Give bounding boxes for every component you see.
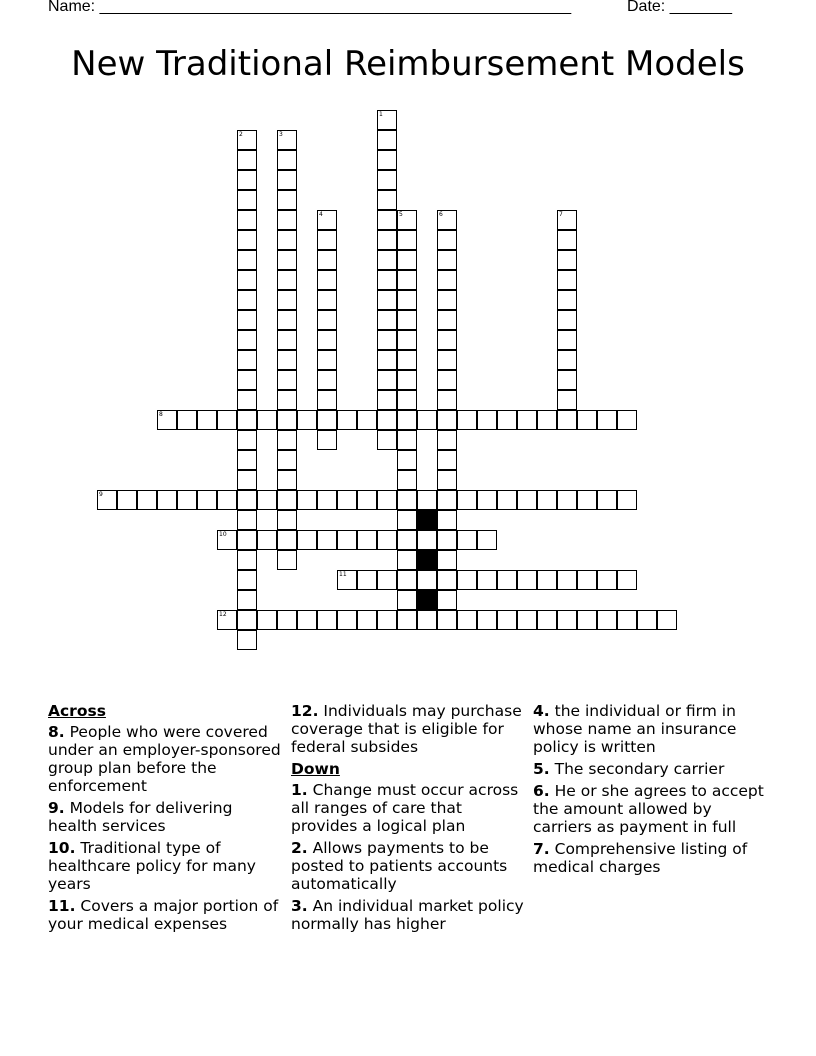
crossword-cell[interactable] <box>497 610 517 630</box>
crossword-cell[interactable] <box>397 490 417 510</box>
crossword-cell[interactable] <box>97 490 117 510</box>
crossword-cell[interactable] <box>237 370 257 390</box>
crossword-cell[interactable] <box>237 350 257 370</box>
crossword-cell[interactable] <box>357 490 377 510</box>
crossword-cell[interactable] <box>277 310 297 330</box>
clue-text: Comprehensive listing of medical charges <box>533 840 748 876</box>
crossword-cell[interactable] <box>557 570 577 590</box>
crossword-cell[interactable] <box>237 410 257 430</box>
crossword-cell[interactable] <box>277 610 297 630</box>
crossword-cell[interactable] <box>557 230 577 250</box>
crossword-cell[interactable] <box>257 610 277 630</box>
clue-text: Models for delivering health services <box>48 799 233 835</box>
crossword-cell[interactable] <box>657 610 677 630</box>
crossword-cell[interactable] <box>197 490 217 510</box>
crossword-cell[interactable] <box>397 510 417 530</box>
crossword-cell[interactable] <box>317 310 337 330</box>
crossword-cell[interactable] <box>237 310 257 330</box>
clue-number: 9. <box>48 799 65 817</box>
crossword-cell[interactable] <box>437 450 457 470</box>
crossword-cell[interactable] <box>237 390 257 410</box>
crossword-cell[interactable] <box>277 550 297 570</box>
crossword-cell[interactable] <box>397 550 417 570</box>
crossword-cell[interactable] <box>237 150 257 170</box>
crossword-cell[interactable] <box>377 230 397 250</box>
crossword-cell[interactable] <box>257 530 277 550</box>
crossword-cell[interactable] <box>477 610 497 630</box>
crossword-cell[interactable] <box>237 450 257 470</box>
crossword-cell[interactable] <box>277 410 297 430</box>
crossword-cell[interactable] <box>417 530 437 550</box>
crossword-cell[interactable] <box>277 170 297 190</box>
crossword-cell[interactable] <box>437 430 457 450</box>
crossword-cell[interactable] <box>597 610 617 630</box>
crossword-cell[interactable] <box>237 190 257 210</box>
crossword-cell[interactable] <box>277 510 297 530</box>
crossword-cell[interactable] <box>317 370 337 390</box>
crossword-cell[interactable] <box>537 610 557 630</box>
crossword-cell[interactable] <box>317 250 337 270</box>
clue-number-label: 8 <box>159 411 163 418</box>
crossword-cell[interactable] <box>237 330 257 350</box>
crossword-cell[interactable] <box>557 490 577 510</box>
crossword-cell[interactable] <box>277 530 297 550</box>
crossword-cell[interactable] <box>457 410 477 430</box>
crossword-cell[interactable] <box>437 330 457 350</box>
crossword-cell[interactable] <box>437 270 457 290</box>
crossword-cell[interactable] <box>377 370 397 390</box>
crossword-cell[interactable] <box>337 610 357 630</box>
crossword-cell[interactable] <box>277 350 297 370</box>
crossword-cell[interactable] <box>557 610 577 630</box>
crossword-cell[interactable] <box>277 210 297 230</box>
crossword-cell[interactable] <box>237 510 257 530</box>
clue-number-label: 6 <box>439 211 443 218</box>
crossword-cell[interactable] <box>397 610 417 630</box>
crossword-cell[interactable] <box>237 170 257 190</box>
clue-number: 5. <box>533 760 550 778</box>
crossword-cell[interactable] <box>277 290 297 310</box>
crossword-cell[interactable] <box>277 370 297 390</box>
crossword-cell[interactable] <box>617 570 637 590</box>
crossword-cell[interactable] <box>317 290 337 310</box>
crossword-cell[interactable] <box>377 430 397 450</box>
crossword-cell[interactable] <box>457 530 477 550</box>
crossword-cell[interactable] <box>437 570 457 590</box>
crossword-cell[interactable] <box>417 570 437 590</box>
crossword-cell[interactable] <box>317 610 337 630</box>
crossword-cell[interactable] <box>317 230 337 250</box>
crossword-cell[interactable] <box>317 430 337 450</box>
crossword-black-cell <box>417 510 437 530</box>
crossword-cell[interactable] <box>377 150 397 170</box>
crossword-cell[interactable] <box>557 290 577 310</box>
crossword-cell[interactable] <box>237 550 257 570</box>
crossword-cell[interactable] <box>437 290 457 310</box>
crossword-cell[interactable] <box>237 470 257 490</box>
crossword-cell[interactable] <box>617 410 637 430</box>
crossword-cell[interactable] <box>617 610 637 630</box>
crossword-cell[interactable] <box>397 330 417 350</box>
crossword-cell[interactable] <box>277 250 297 270</box>
crossword-cell[interactable] <box>317 410 337 430</box>
clue-across-12 <box>291 702 526 756</box>
crossword-cell[interactable] <box>177 490 197 510</box>
clue-number-label: 7 <box>559 211 563 218</box>
crossword-cell[interactable] <box>197 410 217 430</box>
crossword-cell[interactable] <box>237 530 257 550</box>
crossword-cell[interactable] <box>557 270 577 290</box>
crossword-cell[interactable] <box>497 410 517 430</box>
clue-text: Individuals may purchase coverage that is eligible for federal subsides <box>291 702 522 756</box>
clue-text: Allows payments to be posted to patients accounts automatically <box>291 839 508 893</box>
crossword-cell[interactable] <box>397 230 417 250</box>
crossword-cell[interactable] <box>377 310 397 330</box>
crossword-cell[interactable] <box>117 490 137 510</box>
clue-text: Traditional type of healthcare policy for many years <box>48 839 256 893</box>
crossword-cell[interactable] <box>297 530 317 550</box>
crossword-cell[interactable] <box>357 570 377 590</box>
clue-text: He or she agrees to accept the amount allowed by carriers as payment in full <box>533 782 764 836</box>
crossword-cell[interactable] <box>317 270 337 290</box>
crossword-cell[interactable] <box>397 290 417 310</box>
crossword-cell[interactable] <box>457 610 477 630</box>
crossword-cell[interactable] <box>437 510 457 530</box>
crossword-cell[interactable] <box>577 610 597 630</box>
crossword-cell[interactable] <box>277 130 297 150</box>
crossword-cell[interactable] <box>277 270 297 290</box>
clue-across-11 <box>48 897 283 933</box>
crossword-cell[interactable] <box>437 610 457 630</box>
crossword-cell[interactable] <box>357 410 377 430</box>
crossword-cell[interactable] <box>397 350 417 370</box>
crossword-cell[interactable] <box>437 350 457 370</box>
clue-down-6 <box>533 782 768 836</box>
crossword-cell[interactable] <box>377 130 397 150</box>
crossword-cell[interactable] <box>377 290 397 310</box>
crossword-cell[interactable] <box>297 490 317 510</box>
crossword-cell[interactable] <box>177 410 197 430</box>
crossword-cell[interactable] <box>477 570 497 590</box>
clues-column-2 <box>291 702 526 937</box>
clue-down-2 <box>291 839 526 893</box>
crossword-cell[interactable] <box>337 530 357 550</box>
crossword-cell[interactable] <box>377 110 397 130</box>
clue-across-8 <box>48 723 283 795</box>
clue-number-label: 4 <box>319 211 323 218</box>
crossword-cell[interactable] <box>597 490 617 510</box>
clue-number-label: 11 <box>339 571 347 578</box>
crossword-cell[interactable] <box>337 410 357 430</box>
crossword-cell[interactable] <box>317 530 337 550</box>
clue-text: People who were covered under an employer-sponsored group plan before the enforcement <box>48 723 281 795</box>
crossword-cell[interactable] <box>237 430 257 450</box>
crossword-cell[interactable] <box>397 210 417 230</box>
clue-across-10 <box>48 839 283 893</box>
crossword-cell[interactable] <box>517 490 537 510</box>
crossword-cell[interactable] <box>377 210 397 230</box>
crossword-cell[interactable] <box>437 230 457 250</box>
crossword-cell[interactable] <box>417 490 437 510</box>
crossword-cell[interactable] <box>577 570 597 590</box>
crossword-cell[interactable] <box>277 470 297 490</box>
crossword-cell[interactable] <box>237 630 257 650</box>
crossword-cell[interactable] <box>317 390 337 410</box>
crossword-cell[interactable] <box>137 490 157 510</box>
crossword-cell[interactable] <box>237 210 257 230</box>
crossword-cell[interactable] <box>317 210 337 230</box>
clue-number-label: 2 <box>239 131 243 138</box>
crossword-cell[interactable] <box>377 490 397 510</box>
crossword-cell[interactable] <box>217 530 237 550</box>
crossword-cell[interactable] <box>257 410 277 430</box>
clue-text: Covers a major portion of your medical expenses <box>48 897 279 933</box>
crossword-cell[interactable] <box>457 570 477 590</box>
crossword-cell[interactable] <box>437 410 457 430</box>
crossword-cell[interactable] <box>637 610 657 630</box>
crossword-cell[interactable] <box>217 610 237 630</box>
crossword-cell[interactable] <box>397 250 417 270</box>
crossword-cell[interactable] <box>237 250 257 270</box>
clue-number: 6. <box>533 782 550 800</box>
crossword-cell[interactable] <box>277 490 297 510</box>
crossword-cell[interactable] <box>357 530 377 550</box>
crossword-cell[interactable] <box>397 450 417 470</box>
crossword-cell[interactable] <box>477 490 497 510</box>
clue-down-3 <box>291 897 526 933</box>
crossword-cell[interactable] <box>497 570 517 590</box>
clue-text: An individual market policy normally has higher <box>291 897 524 933</box>
clues-column-3 <box>533 702 768 880</box>
crossword-cell[interactable] <box>377 390 397 410</box>
crossword-cell[interactable] <box>237 590 257 610</box>
crossword-cell[interactable] <box>157 410 177 430</box>
crossword-cell[interactable] <box>277 150 297 170</box>
clue-number-label: 9 <box>99 491 103 498</box>
name-field-label: Name: _____________________________________________________ <box>48 0 572 15</box>
clue-number: 1. <box>291 781 308 799</box>
clue-down-5 <box>533 760 768 778</box>
crossword-cell[interactable] <box>157 490 177 510</box>
crossword-cell[interactable] <box>377 410 397 430</box>
clue-text: Change must occur across all ranges of care that provides a logical plan <box>291 781 519 835</box>
crossword-cell[interactable] <box>377 570 397 590</box>
crossword-cell[interactable] <box>317 490 337 510</box>
crossword-cell[interactable] <box>397 590 417 610</box>
crossword-cell[interactable] <box>437 590 457 610</box>
crossword-cell[interactable] <box>277 230 297 250</box>
clue-down-7 <box>533 840 768 876</box>
clue-down-1 <box>291 781 526 835</box>
crossword-cell[interactable] <box>277 430 297 450</box>
clue-number-label: 1 <box>379 111 383 118</box>
crossword-cell[interactable] <box>557 390 577 410</box>
crossword-cell[interactable] <box>237 610 257 630</box>
crossword-cell[interactable] <box>237 130 257 150</box>
clue-number: 10. <box>48 839 76 857</box>
crossword-cell[interactable] <box>237 570 257 590</box>
clue-number-label: 12 <box>219 611 227 618</box>
clue-number: 3. <box>291 897 308 915</box>
crossword-cell[interactable] <box>597 410 617 430</box>
crossword-cell[interactable] <box>397 390 417 410</box>
crossword-cell[interactable] <box>397 570 417 590</box>
crossword-cell[interactable] <box>557 310 577 330</box>
crossword-cell[interactable] <box>217 410 237 430</box>
crossword-cell[interactable] <box>617 490 637 510</box>
crossword-cell[interactable] <box>437 250 457 270</box>
crossword-cell[interactable] <box>557 350 577 370</box>
crossword-cell[interactable] <box>577 490 597 510</box>
crossword-black-cell <box>417 550 437 570</box>
crossword-cell[interactable] <box>317 350 337 370</box>
crossword-cell[interactable] <box>517 610 537 630</box>
crossword-cell[interactable] <box>437 490 457 510</box>
crossword-cell[interactable] <box>277 390 297 410</box>
crossword-cell[interactable] <box>397 410 417 430</box>
crossword-cell[interactable] <box>277 190 297 210</box>
crossword-cell[interactable] <box>397 270 417 290</box>
clue-across-9 <box>48 799 283 835</box>
crossword-cell[interactable] <box>297 610 317 630</box>
crossword-cell[interactable] <box>337 570 357 590</box>
crossword-cell[interactable] <box>557 330 577 350</box>
crossword-cell[interactable] <box>237 290 257 310</box>
crossword-cell[interactable] <box>317 330 337 350</box>
clue-number: 4. <box>533 702 550 720</box>
crossword-cell[interactable] <box>397 530 417 550</box>
crossword-cell[interactable] <box>517 410 537 430</box>
crossword-cell[interactable] <box>477 530 497 550</box>
crossword-cell[interactable] <box>437 530 457 550</box>
clue-number: 8. <box>48 723 65 741</box>
crossword-cell[interactable] <box>397 470 417 490</box>
crossword-cell[interactable] <box>217 490 237 510</box>
crossword-cell[interactable] <box>417 410 437 430</box>
date-field-label: Date: _______ <box>627 0 732 15</box>
crossword-cell[interactable] <box>537 490 557 510</box>
crossword-cell[interactable] <box>417 610 437 630</box>
clue-number-label: 10 <box>219 531 227 538</box>
crossword-cell[interactable] <box>497 490 517 510</box>
crossword-cell[interactable] <box>237 490 257 510</box>
clues-column-1 <box>48 702 283 937</box>
clue-number-label: 3 <box>279 131 283 138</box>
down-heading: Down <box>291 760 340 778</box>
crossword-cell[interactable] <box>557 370 577 390</box>
clue-number: 12. <box>291 702 319 720</box>
crossword-cell[interactable] <box>337 490 357 510</box>
clue-number: 11. <box>48 897 76 915</box>
crossword-cell[interactable] <box>237 230 257 250</box>
clue-text: The secondary carrier <box>554 760 725 778</box>
clue-down-4 <box>533 702 768 756</box>
crossword-cell[interactable] <box>597 570 617 590</box>
crossword-cell[interactable] <box>377 530 397 550</box>
crossword-cell[interactable] <box>437 470 457 490</box>
crossword-cell[interactable] <box>437 210 457 230</box>
clue-number-label: 5 <box>399 211 403 218</box>
crossword-cell[interactable] <box>477 410 497 430</box>
clue-number: 2. <box>291 839 308 857</box>
crossword-cell[interactable] <box>277 450 297 470</box>
crossword-cell[interactable] <box>377 330 397 350</box>
crossword-cell[interactable] <box>397 430 417 450</box>
crossword-cell[interactable] <box>437 550 457 570</box>
crossword-cell[interactable] <box>517 570 537 590</box>
page-title: New Traditional Reimbursement Models <box>71 44 745 84</box>
crossword-cell[interactable] <box>377 250 397 270</box>
crossword-cell[interactable] <box>537 570 557 590</box>
crossword-cell[interactable] <box>397 310 417 330</box>
crossword-black-cell <box>417 590 437 610</box>
across-heading: Across <box>48 702 106 720</box>
crossword-cell[interactable] <box>357 610 377 630</box>
crossword-cell[interactable] <box>397 370 417 390</box>
crossword-cell[interactable] <box>577 410 597 430</box>
crossword-cell[interactable] <box>377 190 397 210</box>
crossword-cell[interactable] <box>557 250 577 270</box>
crossword-cell[interactable] <box>257 490 277 510</box>
crossword-cell[interactable] <box>377 350 397 370</box>
crossword-cell[interactable] <box>557 210 577 230</box>
crossword-cell[interactable] <box>437 370 457 390</box>
crossword-cell[interactable] <box>437 310 457 330</box>
crossword-cell[interactable] <box>457 490 477 510</box>
clue-number: 7. <box>533 840 550 858</box>
crossword-cell[interactable] <box>277 330 297 350</box>
crossword-cell[interactable] <box>537 410 557 430</box>
crossword-cell[interactable] <box>237 270 257 290</box>
crossword-cell[interactable] <box>557 410 577 430</box>
clue-text: the individual or firm in whose name an insurance policy is written <box>533 702 737 756</box>
crossword-cell[interactable] <box>377 270 397 290</box>
crossword-cell[interactable] <box>377 170 397 190</box>
crossword-cell[interactable] <box>297 410 317 430</box>
crossword-cell[interactable] <box>377 610 397 630</box>
crossword-cell[interactable] <box>437 390 457 410</box>
